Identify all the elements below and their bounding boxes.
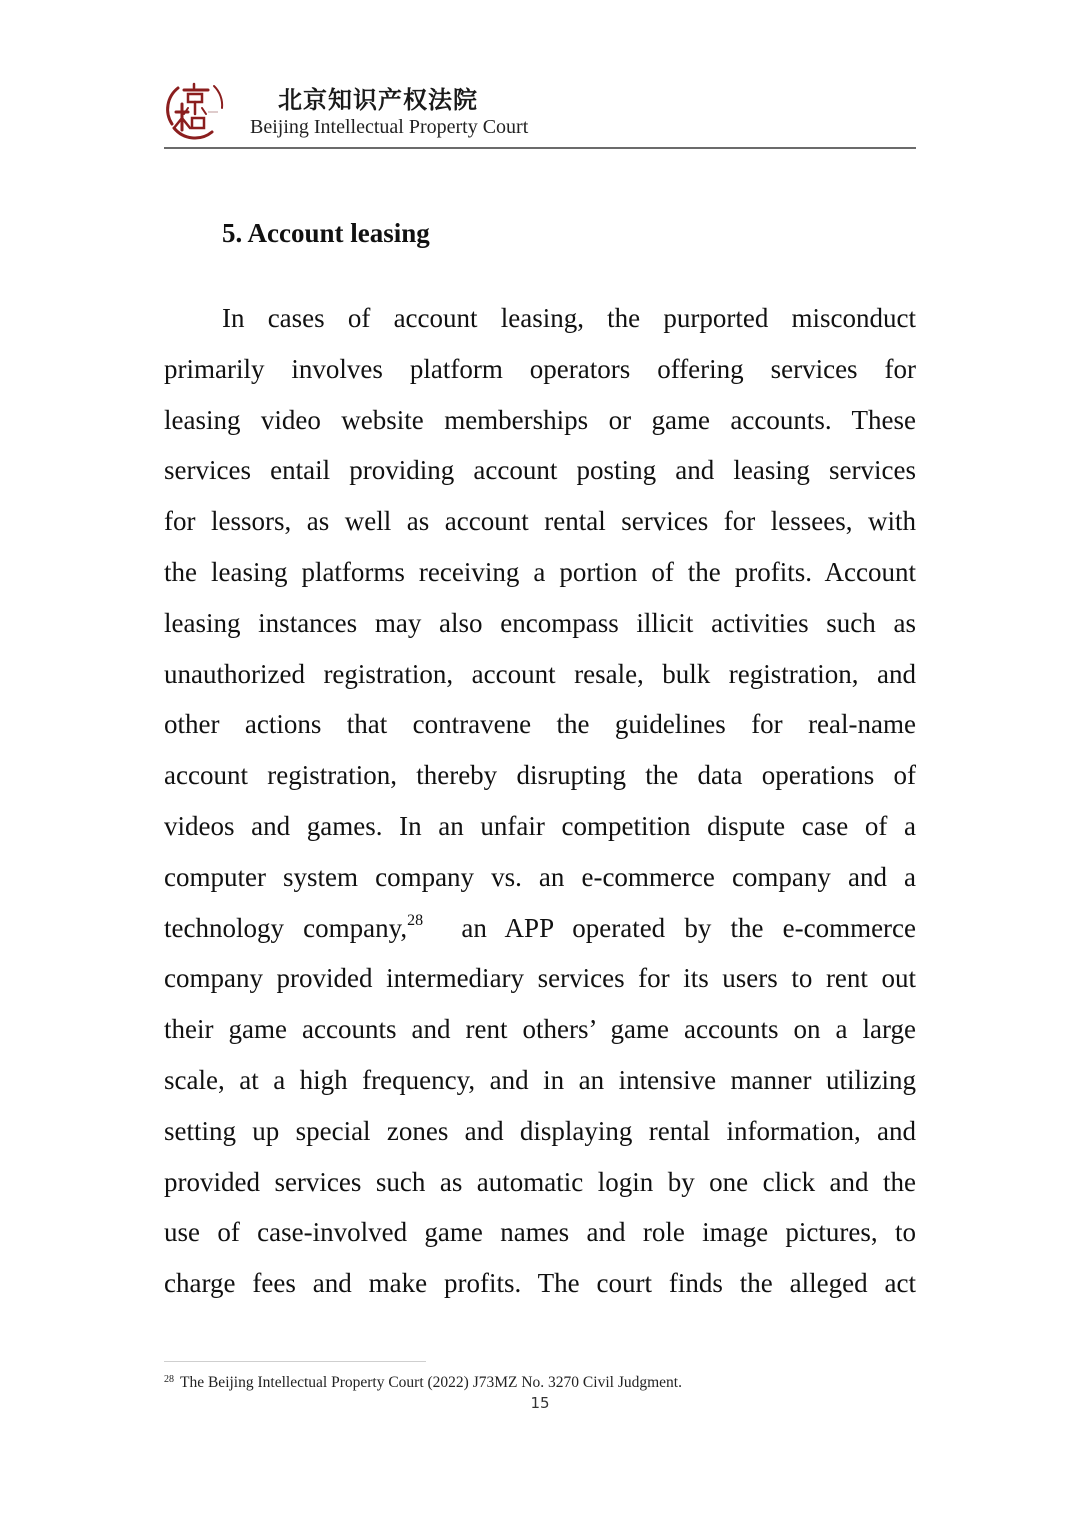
text-line: the leasing platforms receiving a portion of the profits. Account — [164, 556, 916, 587]
footnote-text: The Beijing Intellectual Property Court (2022) J73MZ No. 3270 Civil Judgment. — [180, 1374, 682, 1391]
court-name-chinese: 北京知识产权法院 — [278, 86, 478, 114]
text-line: other actions that contravene the guidelines for real-name — [164, 709, 916, 740]
court-seal-logo-icon — [164, 78, 226, 140]
page-number: 15 — [530, 1394, 550, 1412]
text-line: services entail providing account posting and leasing services — [164, 455, 916, 486]
page-header — [164, 76, 916, 148]
text-line: provided services such as automatic login by one click and the — [164, 1166, 916, 1197]
footnote-divider — [164, 1361, 426, 1362]
text-line: computer system company vs. an e-commerce company and a — [164, 861, 916, 892]
text-line: setting up special zones and displaying rental information, and — [164, 1115, 916, 1146]
text-line: scale, at a high frequency, and in an intensive manner utilizing — [164, 1064, 916, 1095]
text-line-with-footnote — [164, 906, 916, 957]
body-paragraph — [164, 296, 916, 1312]
text-line: leasing instances may also encompass illicit activities such as — [164, 607, 916, 638]
text-line: primarily involves platform operators offering services for — [164, 353, 916, 384]
text-line: use of case-involved game names and role image pictures, to — [164, 1217, 916, 1248]
text-line: videos and games. In an unfair competition dispute case of a — [164, 810, 916, 841]
text-segment: an APP operated by the e-commerce — [461, 912, 917, 943]
text-line: charge fees and make profits. The court finds the alleged act — [164, 1268, 916, 1299]
text-line: In cases of account leasing, the purported misconduct — [222, 303, 916, 333]
text-line: company provided intermediary services for its users to rent out — [164, 963, 916, 994]
text-line: their game accounts and rent others’ game accounts on a large — [164, 1014, 916, 1045]
court-name-english: Beijing Intellectual Property Court — [250, 116, 529, 138]
footnote-number: 28 — [164, 1374, 174, 1385]
footnote-reference[interactable]: 28 — [407, 911, 424, 929]
text-line: for lessors, as well as account rental services for lessees, with — [164, 506, 916, 537]
text-line: account registration, thereby disrupting the data operations of — [164, 760, 916, 791]
section-heading: 5. Account leasing — [222, 218, 430, 248]
text-line: unauthorized registration, account resale, bulk registration, and — [164, 658, 916, 689]
text-line: leasing video website memberships or game accounts. These — [164, 404, 916, 435]
header-divider — [164, 147, 916, 149]
footnote — [164, 1374, 682, 1392]
text-segment: technology company, — [164, 912, 408, 943]
